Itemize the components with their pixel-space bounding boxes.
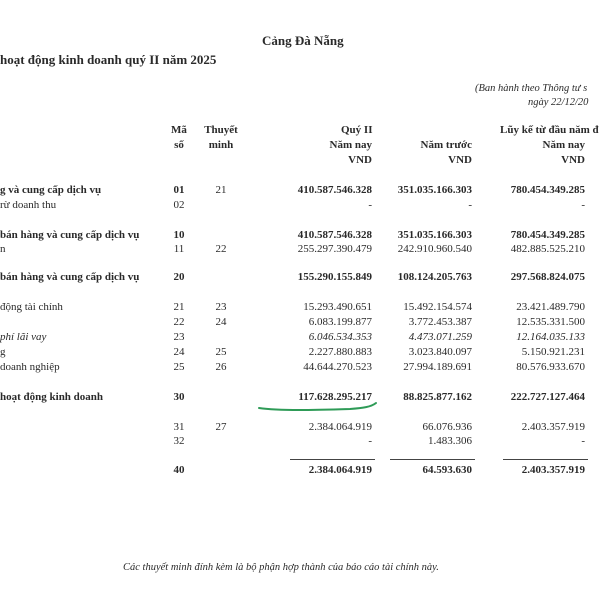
- row-current-quarter: 155.290.155.849: [297, 271, 372, 283]
- row-year-to-date: 780.454.349.285: [510, 184, 585, 196]
- col-quy2: Quý II: [341, 124, 373, 136]
- col-thuyet-minh-2: minh: [208, 139, 234, 151]
- col-thuyet-minh-1: Thuyết: [204, 124, 238, 136]
- row-label: g: [0, 346, 6, 358]
- row-note: 25: [215, 346, 227, 358]
- row-label: bán hàng và cung cấp dịch vụ: [0, 271, 140, 283]
- row-prior-year-quarter: 351.035.166.303: [397, 184, 472, 196]
- row-current-quarter: 410.587.546.328: [297, 184, 372, 196]
- row-code: 40: [173, 464, 185, 476]
- row-prior-year-quarter: 27.994.189.691: [403, 361, 472, 373]
- row-prior-year-quarter: 1.483.306: [428, 435, 472, 447]
- row-current-quarter: -: [368, 199, 372, 211]
- row-prior-year-quarter: 64.593.630: [422, 464, 472, 476]
- row-current-quarter: 2.384.064.919: [308, 421, 372, 433]
- row-current-quarter: 410.587.546.328: [297, 229, 372, 241]
- row-label: bán hàng và cung cấp dịch vụ: [0, 229, 140, 241]
- col-ma-so-1: Mã: [171, 124, 187, 136]
- row-code: 24: [173, 346, 185, 358]
- row-current-quarter: 2.227.880.883: [308, 346, 372, 358]
- row-code: 32: [173, 435, 185, 447]
- row-prior-year-quarter: 351.035.166.303: [397, 229, 472, 241]
- row-label: doanh nghiệp: [0, 361, 60, 373]
- row-code: 10: [173, 229, 185, 241]
- row-prior-year-quarter: 4.473.071.259: [408, 331, 472, 343]
- col-vnd-3: VND: [561, 154, 585, 166]
- row-label: n: [0, 243, 6, 255]
- row-current-quarter: 44.644.270.523: [303, 361, 372, 373]
- row-prior-year-quarter: 88.825.877.162: [403, 391, 472, 403]
- row-code: 20: [173, 271, 185, 283]
- row-code: 22: [173, 316, 185, 328]
- row-code: 01: [173, 184, 185, 196]
- footnote: Các thuyết minh đính kèm là bộ phận hợp thành của báo cáo tài chính này.: [123, 562, 439, 573]
- col-nam-truoc: Năm trước: [420, 139, 472, 151]
- col-vnd-2: VND: [448, 154, 472, 166]
- total-rule-ytd: [503, 459, 588, 460]
- row-prior-year-quarter: 15.492.154.574: [403, 301, 472, 313]
- row-year-to-date: 297.568.824.075: [510, 271, 585, 283]
- row-current-quarter: 255.297.390.479: [297, 243, 372, 255]
- row-year-to-date: 2.403.357.919: [521, 464, 585, 476]
- row-label: phí lãi vay: [0, 331, 47, 343]
- row-year-to-date: 12.535.331.500: [516, 316, 585, 328]
- row-year-to-date: 80.576.933.670: [516, 361, 585, 373]
- row-prior-year-quarter: 108.124.205.763: [397, 271, 472, 283]
- row-prior-year-quarter: 66.076.936: [422, 421, 472, 433]
- total-rule-cur: [290, 459, 375, 460]
- row-label: hoạt động kinh doanh: [0, 391, 104, 403]
- row-note: 23: [215, 301, 227, 313]
- row-note: 24: [215, 316, 227, 328]
- row-note: 22: [215, 243, 227, 255]
- row-code: 30: [173, 391, 185, 403]
- row-year-to-date: 222.727.127.464: [510, 391, 585, 403]
- row-year-to-date: -: [581, 435, 585, 447]
- col-luy-ke: Lũy kế từ đầu năm đ: [500, 124, 599, 136]
- row-year-to-date: 780.454.349.285: [510, 229, 585, 241]
- row-label: rừ doanh thu: [0, 199, 57, 211]
- row-note: 21: [215, 184, 227, 196]
- row-current-quarter: 6.046.534.353: [308, 331, 372, 343]
- row-current-quarter: 2.384.064.919: [308, 464, 372, 476]
- report-title: hoạt động kinh doanh quý II năm 2025: [0, 52, 217, 67]
- row-note: 27: [215, 421, 227, 433]
- col-nam-nay: Năm nay: [329, 139, 372, 151]
- row-year-to-date: 12.164.035.133: [516, 331, 585, 343]
- row-year-to-date: 23.421.489.790: [516, 301, 585, 313]
- row-current-quarter: 6.083.199.877: [308, 316, 372, 328]
- row-current-quarter: -: [368, 435, 372, 447]
- company-name: Cảng Đà Nẵng: [262, 33, 344, 48]
- col-ma-so-2: số: [174, 139, 184, 151]
- row-code: 23: [173, 331, 185, 343]
- row-code: 21: [173, 301, 185, 313]
- col-vnd-1: VND: [348, 154, 372, 166]
- row-code: 11: [173, 243, 185, 255]
- row-code: 25: [173, 361, 185, 373]
- row-prior-year-quarter: 3.023.840.097: [408, 346, 472, 358]
- row-year-to-date: 482.885.525.210: [510, 243, 585, 255]
- row-year-to-date: 2.403.357.919: [521, 421, 585, 433]
- row-year-to-date: 5.150.921.231: [521, 346, 585, 358]
- highlight-underline-mark: [255, 398, 380, 414]
- row-prior-year-quarter: -: [468, 199, 472, 211]
- issued-line-2: ngày 22/12/20: [528, 97, 589, 108]
- row-prior-year-quarter: 242.910.960.540: [397, 243, 472, 255]
- total-rule-prev: [390, 459, 475, 460]
- row-label: động tài chính: [0, 301, 63, 313]
- issued-line-1: (Ban hành theo Thông tư s: [475, 83, 588, 94]
- col-luy-ke-nam-nay: Năm nay: [542, 139, 585, 151]
- row-code: 31: [173, 421, 185, 433]
- row-year-to-date: -: [581, 199, 585, 211]
- row-label: g và cung cấp dịch vụ: [0, 184, 102, 196]
- row-prior-year-quarter: 3.772.453.387: [408, 316, 472, 328]
- row-current-quarter: 15.293.490.651: [303, 301, 372, 313]
- row-code: 02: [173, 199, 185, 211]
- row-note: 26: [215, 361, 227, 373]
- row-current-quarter: 117.628.295.217: [298, 391, 372, 403]
